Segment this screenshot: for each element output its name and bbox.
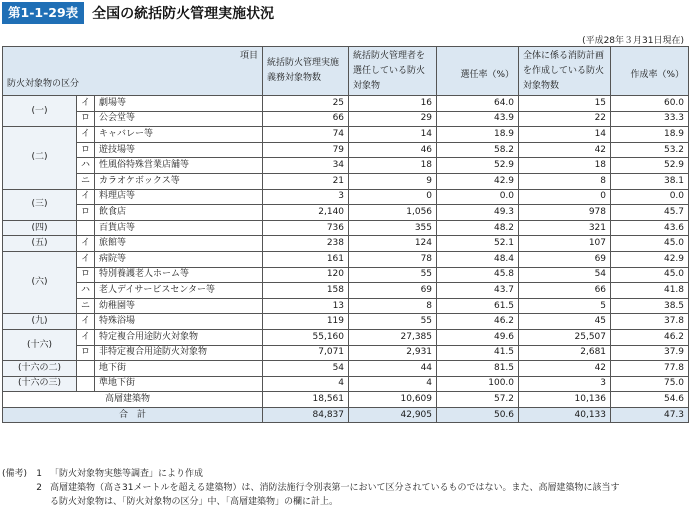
facility-name: 準地下街 [95,376,263,392]
facility-name: 特殊浴場 [95,314,263,330]
table-row [3,205,689,221]
facility-name: 劇場等 [95,96,263,112]
value-cell: 79 [263,142,349,158]
subcategory-letter [77,376,95,392]
value-cell: 38.5 [611,298,689,314]
value-cell: 3 [519,376,611,392]
value-cell: 44 [349,361,437,377]
value-cell: 52.9 [437,158,519,174]
title-bar [2,2,274,24]
value-cell: 18,561 [263,392,349,408]
total-value-cell: 84,837 [263,407,349,423]
fire-management-table [2,46,689,423]
category-group-label: (十六の三) [3,376,77,392]
figure-number-badge: 第1-1-29表 [2,2,84,24]
value-cell: 158 [263,283,349,299]
subcategory-letter: ロ [77,142,95,158]
category-group-label: (十六の二) [3,361,77,377]
subcategory-letter [77,220,95,236]
value-cell: 736 [263,220,349,236]
total-value-cell: 47.3 [611,407,689,423]
value-cell: 119 [263,314,349,330]
value-cell: 9 [349,173,437,189]
table-row [3,142,689,158]
value-cell: 64.0 [437,96,519,112]
table-row [3,376,689,392]
value-cell: 978 [519,205,611,221]
value-cell: 49.3 [437,205,519,221]
table-row [3,345,689,361]
value-cell: 13 [263,298,349,314]
category-group-label: (三) [3,189,77,220]
value-cell: 54 [263,361,349,377]
subcategory-letter: ニ [77,298,95,314]
facility-name: 特別養護老人ホーム等 [95,267,263,283]
header-col-obligated: 統括防火管理実施義務対象物数 [263,47,349,96]
value-cell: 7,071 [263,345,349,361]
value-cell: 54 [519,267,611,283]
facility-name: 性風俗特殊営業店舗等 [95,158,263,174]
table-row-total [3,407,689,423]
value-cell: 37.9 [611,345,689,361]
value-cell: 8 [519,173,611,189]
value-cell: 4 [349,376,437,392]
value-cell: 14 [519,127,611,143]
subcategory-letter: ロ [77,205,95,221]
notes [2,467,619,509]
table-row [3,127,689,143]
facility-name: 地下街 [95,361,263,377]
total-value-cell: 42,905 [349,407,437,423]
value-cell: 18.9 [437,127,519,143]
notes-label: (備考) [2,469,28,479]
header-corner [3,47,263,96]
header-col-appoint-rate: 選任率（%） [437,47,519,96]
facility-name: 公会堂等 [95,111,263,127]
table-row [3,329,689,345]
category-group-label: (四) [3,220,77,236]
value-cell: 14 [349,127,437,143]
subcategory-letter: イ [77,251,95,267]
value-cell: 57.2 [437,392,519,408]
value-cell: 2,681 [519,345,611,361]
facility-name: 幼稚園等 [95,298,263,314]
subcategory-letter: イ [77,329,95,345]
value-cell: 18 [519,158,611,174]
header-col-plan-rate: 作成率（%） [611,47,689,96]
subcategory-letter: ロ [77,345,95,361]
value-cell: 46.2 [437,314,519,330]
value-cell: 45 [519,314,611,330]
value-cell: 0.0 [437,189,519,205]
value-cell: 45.8 [437,267,519,283]
note-1-text: 「防火対象物実態等調査」により作成 [50,469,204,479]
subcategory-letter: イ [77,314,95,330]
value-cell: 53.2 [611,142,689,158]
value-cell: 74 [263,127,349,143]
value-cell: 18 [349,158,437,174]
value-cell: 41.8 [611,283,689,299]
facility-name: 特定複合用途防火対象物 [95,329,263,345]
value-cell: 0 [519,189,611,205]
category-group-label: (六) [3,251,77,313]
table-row [3,173,689,189]
table-row [3,251,689,267]
value-cell: 46 [349,142,437,158]
facility-name: 高層建築物 [3,392,263,408]
note-1 [2,467,619,481]
value-cell: 54.6 [611,392,689,408]
subcategory-letter [77,361,95,377]
facility-name: 老人デイサービスセンター等 [95,283,263,299]
table-row [3,111,689,127]
table-body [3,96,689,423]
value-cell: 15 [519,96,611,112]
header-category-label: 防火対象物の区分 [7,79,80,89]
value-cell: 18.9 [611,127,689,143]
subcategory-letter: ニ [77,173,95,189]
value-cell: 55 [349,267,437,283]
value-cell: 42.9 [611,251,689,267]
total-value-cell: 40,133 [519,407,611,423]
facility-name: 病院等 [95,251,263,267]
subcategory-letter: ハ [77,158,95,174]
figure-title: 全国の統括防火管理実施状況 [92,6,275,22]
value-cell: 238 [263,236,349,252]
value-cell: 2,931 [349,345,437,361]
facility-name: 飲食店 [95,205,263,221]
value-cell: 48.4 [437,251,519,267]
subcategory-letter: ロ [77,111,95,127]
value-cell: 48.2 [437,220,519,236]
value-cell: 16 [349,96,437,112]
value-cell: 45.0 [611,236,689,252]
table-row [3,298,689,314]
table-row [3,283,689,299]
value-cell: 25,507 [519,329,611,345]
note-2-text: 高層建築物（高さ31メートルを超える建築物）は、消防法施行令別表第一において区分されているものではない。また、高層建築物に該当す [50,483,620,493]
value-cell: 55,160 [263,329,349,345]
as-of-date: (平成28年３月31日現在) [582,36,684,46]
total-value-cell: 50.6 [437,407,519,423]
subcategory-letter: ロ [77,267,95,283]
value-cell: 107 [519,236,611,252]
value-cell: 2,140 [263,205,349,221]
total-label: 合 計 [3,407,263,423]
category-group-label: (一) [3,96,77,127]
value-cell: 33.3 [611,111,689,127]
value-cell: 41.5 [437,345,519,361]
value-cell: 58.2 [437,142,519,158]
value-cell: 42.9 [437,173,519,189]
value-cell: 66 [519,283,611,299]
value-cell: 45.0 [611,267,689,283]
value-cell: 66 [263,111,349,127]
value-cell: 45.7 [611,205,689,221]
table-row [3,220,689,236]
table-row [3,189,689,205]
header-item-label: 項目 [240,51,259,61]
category-group-label: (五) [3,236,77,252]
value-cell: 10,136 [519,392,611,408]
facility-name: 料理店等 [95,189,263,205]
facility-name: 非特定複合用途防火対象物 [95,345,263,361]
table-row-highrise [3,392,689,408]
note-2-number: 2 [36,483,42,493]
value-cell: 25 [263,96,349,112]
table-row [3,158,689,174]
facility-name: 百貨店等 [95,220,263,236]
value-cell: 34 [263,158,349,174]
value-cell: 0 [349,189,437,205]
subcategory-letter: イ [77,96,95,112]
value-cell: 60.0 [611,96,689,112]
value-cell: 10,609 [349,392,437,408]
value-cell: 120 [263,267,349,283]
value-cell: 43.6 [611,220,689,236]
facility-name: キャバレー等 [95,127,263,143]
value-cell: 3 [263,189,349,205]
table-header-row [3,47,689,96]
table-row [3,314,689,330]
facility-name: カラオケボックス等 [95,173,263,189]
value-cell: 321 [519,220,611,236]
category-group-label: (二) [3,127,77,189]
value-cell: 46.2 [611,329,689,345]
value-cell: 21 [263,173,349,189]
subcategory-letter: イ [77,236,95,252]
value-cell: 69 [349,283,437,299]
value-cell: 124 [349,236,437,252]
header-col-appointed: 統括防火管理者を選任している防火対象物 [349,47,437,96]
value-cell: 8 [349,298,437,314]
value-cell: 1,056 [349,205,437,221]
value-cell: 52.1 [437,236,519,252]
value-cell: 81.5 [437,361,519,377]
value-cell: 27,385 [349,329,437,345]
value-cell: 0.0 [611,189,689,205]
value-cell: 69 [519,251,611,267]
value-cell: 22 [519,111,611,127]
value-cell: 100.0 [437,376,519,392]
category-group-label: (九) [3,314,77,330]
value-cell: 52.9 [611,158,689,174]
value-cell: 55 [349,314,437,330]
value-cell: 49.6 [437,329,519,345]
table-row [3,96,689,112]
value-cell: 37.8 [611,314,689,330]
table-row [3,236,689,252]
value-cell: 43.9 [437,111,519,127]
value-cell: 29 [349,111,437,127]
value-cell: 4 [263,376,349,392]
value-cell: 75.0 [611,376,689,392]
subcategory-letter: ハ [77,283,95,299]
category-group-label: (十六) [3,329,77,360]
value-cell: 61.5 [437,298,519,314]
note-2 [2,481,619,495]
value-cell: 5 [519,298,611,314]
table-row [3,361,689,377]
facility-name: 遊技場等 [95,142,263,158]
subcategory-letter: イ [77,127,95,143]
value-cell: 355 [349,220,437,236]
header-col-plan-created: 全体に係る消防計画を作成している防火対象物数 [519,47,611,96]
value-cell: 43.7 [437,283,519,299]
facility-name: 旅館等 [95,236,263,252]
value-cell: 77.8 [611,361,689,377]
value-cell: 42 [519,142,611,158]
value-cell: 38.1 [611,173,689,189]
subcategory-letter: イ [77,189,95,205]
table-row [3,267,689,283]
value-cell: 42 [519,361,611,377]
note-2-continuation: る防火対象物は、「防火対象物の区分」中、「高層建築物」の欄に計上。 [50,497,339,507]
note-1-number: 1 [36,469,42,479]
value-cell: 161 [263,251,349,267]
value-cell: 78 [349,251,437,267]
